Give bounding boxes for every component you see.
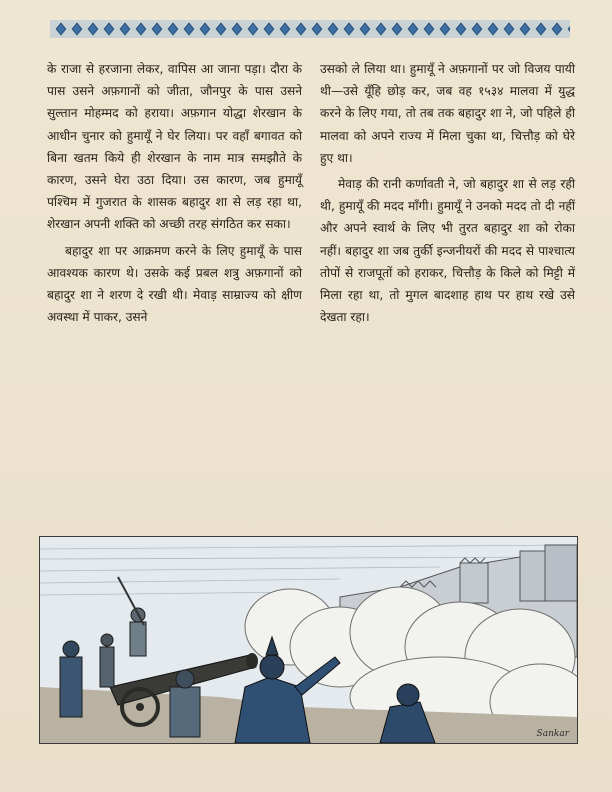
left-text-column (47, 58, 302, 332)
paragraph: उसको ले लिया था। हुमायूँ ने अफ़गानों पर जो विजय पायी थी—उसे यूँहि छोड़ कर, जब वह १५३४ मालवा में युद्ध करने के लिए गया, तो तब तक बहादुर शा ने, जो पहिले ही मालवा को अपने राज्य में मिला चुका था, चित्तौड़ को घेरे हुए था। (320, 62, 575, 165)
artist-signature: Sankar (536, 729, 569, 739)
cannon-siege-scene-icon (40, 537, 577, 743)
decorative-border (50, 20, 570, 38)
right-text-column (320, 58, 575, 332)
paragraph: के राजा से हरजाना लेकर, वापिस आ जाना पड़ा। दौरा के पास उसने अफ़गानों को जीता, जौनपुर के पास उसने सुल्तान मोहम्मद को हराया। अफ़गान योद्धा शेरखान के आधीन चुनार को हुमायूँ ने घेर लिया। पर वहाँ बगावत को बिना खतम किये ही शेरखान के नाम मात्र समझौते के कारण, उसने घेरा उठा दिया। उस कारण, जब हुमायूँ पश्चिम में गुजरात के शासक बहादुर शा से लड़ रहा था, शेरखान अपनी शक्ति को अच्छी तरह संगठित कर सका। (47, 62, 302, 232)
battle-illustration (39, 536, 578, 744)
paragraph: मेवाड़ की रानी कर्णावती ने, जो बहादुर शा से लड़ रही थी, हुमायूँ की मदद माँगी। हुमायूँ ने उनको मदद तो दी नहीं और अपने स्वार्थ के लिए भी तुरत बहादुर शा को रोका नहीं। बहादुर शा जब तुर्की इन्जनीयरों की मदद से पाश्चात्य तोपों से राजपूतों को हराकर, चित्तौड़ के किले को मिट्टी में मिला रहा था, तो मुगल बादशाह हाथ पर हाथ रखे उसे देखता रहा। (320, 177, 575, 325)
border-pattern-icon (50, 20, 570, 38)
paragraph: बहादुर शा पर आक्रमण करने के लिए हुमायूँ के पास आवश्यक कारण थे। उसके कई प्रबल शत्रु अफ़गानों को बहादुर शा ने शरण दे रखी थी। मेवाड़ साम्राज्य को क्षीण अवस्था में पाकर, उसने (47, 243, 302, 325)
